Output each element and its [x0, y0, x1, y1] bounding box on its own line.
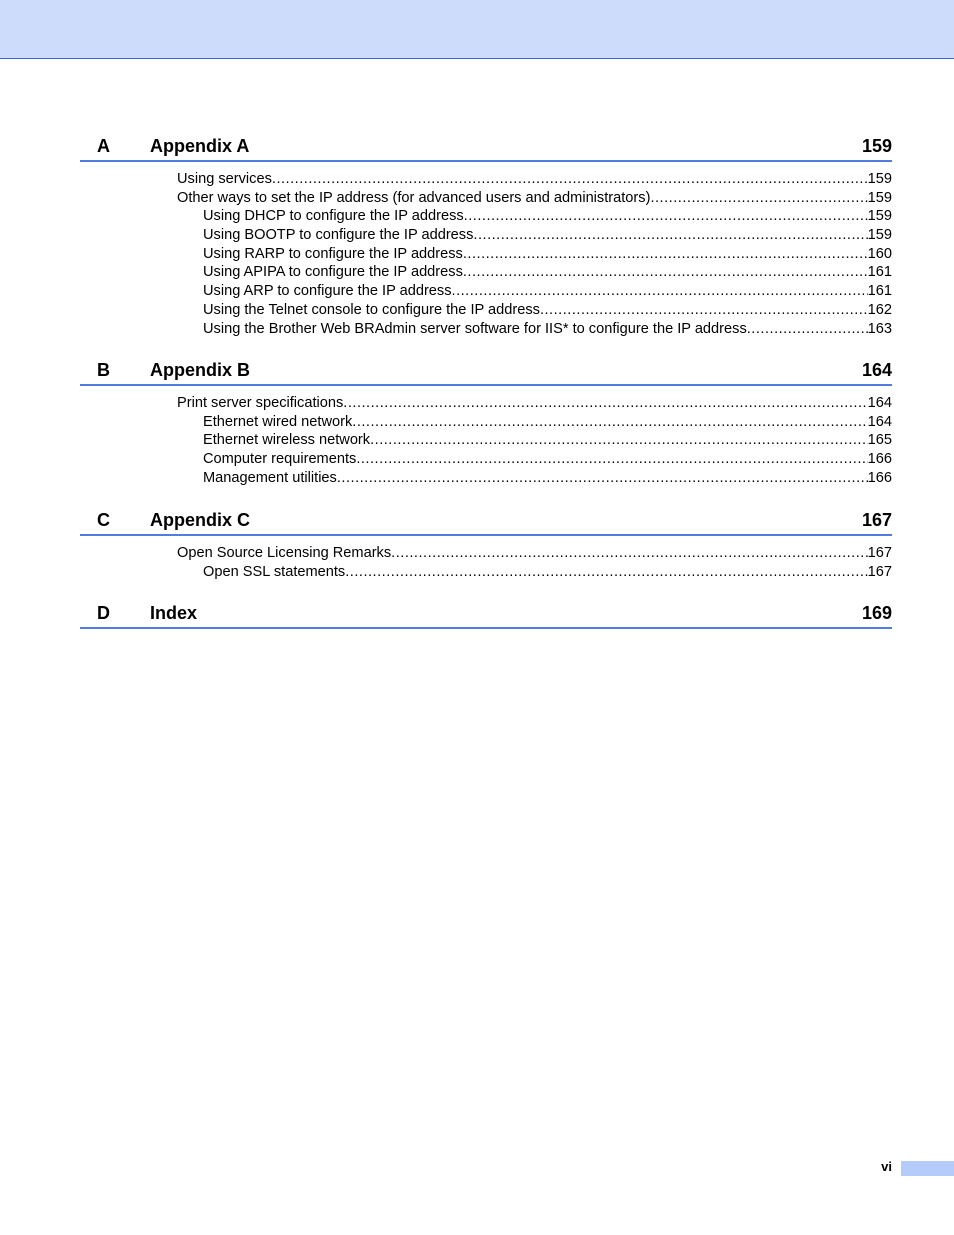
section-heading	[80, 136, 892, 162]
dot-leader	[650, 189, 867, 208]
section-page-number: 164	[861, 360, 892, 380]
toc-entry[interactable]	[203, 450, 892, 469]
toc-entry-list	[80, 394, 892, 487]
section-title[interactable]: Appendix C	[150, 510, 251, 530]
toc-entry-title: Other ways to set the IP address (for advanced users and administrators)	[177, 189, 651, 206]
toc-section-a	[80, 136, 892, 338]
dot-leader	[464, 207, 868, 226]
toc-entry-page: 166	[867, 469, 892, 486]
toc-entry-title: Using RARP to configure the IP address	[203, 245, 463, 262]
toc-entry-title: Using services	[177, 171, 272, 187]
section-page-number: 169	[861, 603, 892, 623]
toc-entry[interactable]	[177, 189, 892, 208]
dot-leader	[337, 469, 868, 488]
dot-leader	[463, 245, 868, 264]
toc-entry-page: 159	[867, 171, 892, 187]
toc-entry-title: Computer requirements	[203, 451, 357, 468]
toc-entry[interactable]	[203, 413, 892, 432]
dot-leader	[473, 226, 867, 245]
section-title[interactable]: Appendix B	[150, 360, 251, 380]
toc-entry-page: 167	[867, 545, 892, 561]
section-page-number: 167	[861, 510, 892, 530]
toc-entry-page: 165	[867, 432, 892, 449]
toc-entry[interactable]	[203, 263, 892, 282]
dot-leader	[540, 301, 868, 320]
toc-entry-page: 159	[867, 208, 892, 225]
toc-entry-title: Ethernet wireless network	[203, 432, 371, 449]
page-header-band	[0, 0, 954, 59]
toc-entry[interactable]	[203, 431, 892, 450]
toc-entry[interactable]	[177, 544, 892, 563]
toc-entry-title: Using APIPA to configure the IP address	[203, 264, 463, 281]
toc-entry-page: 167	[867, 563, 892, 580]
dot-leader	[747, 320, 868, 339]
toc-entry[interactable]	[177, 394, 892, 413]
dot-leader	[463, 263, 868, 282]
toc-section-b	[80, 360, 892, 487]
section-heading	[80, 510, 892, 536]
toc-entry-title: Using ARP to configure the IP address	[203, 283, 452, 300]
section-letter: C	[97, 510, 110, 530]
toc-entry-page: 161	[867, 264, 892, 281]
toc-entry-page: 162	[867, 301, 892, 318]
footer-page-number: vi	[881, 1159, 892, 1174]
dot-leader	[356, 450, 867, 469]
toc-entry-title: Using the Brother Web BRAdmin server software for IIS* to configure the IP address	[203, 320, 747, 337]
toc-entry[interactable]	[203, 282, 892, 301]
toc-entry-page: 159	[867, 227, 892, 244]
toc-entry[interactable]	[203, 207, 892, 226]
toc-entry-title: Using BOOTP to configure the IP address	[203, 227, 474, 244]
toc-entry-title: Using DHCP to configure the IP address	[203, 208, 464, 225]
toc-entry[interactable]	[203, 563, 892, 582]
toc-entry-list	[80, 170, 892, 338]
dot-leader	[343, 394, 867, 413]
section-letter: D	[97, 603, 110, 623]
toc-entry-title: Print server specifications	[177, 395, 344, 411]
section-title[interactable]: Index	[150, 603, 198, 623]
toc-entry[interactable]	[203, 301, 892, 320]
toc-entry[interactable]	[203, 245, 892, 264]
section-letter: A	[97, 136, 110, 156]
toc-entry-title: Open Source Licensing Remarks	[177, 545, 392, 561]
toc-entry-page: 166	[867, 451, 892, 468]
toc-entry-title: Management utilities	[203, 469, 337, 486]
dot-leader	[370, 431, 868, 450]
dot-leader	[345, 563, 867, 582]
toc-entry-list	[80, 544, 892, 581]
toc-entry-title: Ethernet wired network	[203, 413, 353, 430]
toc-entry-page: 161	[867, 283, 892, 300]
dot-leader	[352, 413, 867, 432]
toc-section-c	[80, 510, 892, 581]
section-title[interactable]: Appendix A	[150, 136, 250, 156]
toc-entry[interactable]	[203, 469, 892, 488]
toc-entry-page: 160	[867, 245, 892, 262]
toc-entry[interactable]	[203, 226, 892, 245]
section-page-number: 159	[861, 136, 892, 156]
footer-tab	[901, 1161, 954, 1176]
section-letter: B	[97, 360, 110, 380]
toc-entry-page: 164	[867, 413, 892, 430]
toc-entry-page: 159	[867, 189, 892, 206]
dot-leader	[391, 544, 867, 563]
toc-entry[interactable]	[177, 170, 892, 189]
toc-entry-title: Open SSL statements	[203, 563, 346, 580]
dot-leader	[452, 282, 868, 301]
section-heading	[80, 360, 892, 386]
toc-entry-title: Using the Telnet console to configure the IP address	[203, 301, 540, 318]
toc-entry-page: 163	[867, 320, 892, 337]
toc-entry[interactable]	[203, 320, 892, 339]
dot-leader	[272, 170, 868, 189]
section-heading	[80, 603, 892, 629]
toc-entry-page: 164	[867, 395, 892, 411]
toc-section-d	[80, 603, 892, 629]
